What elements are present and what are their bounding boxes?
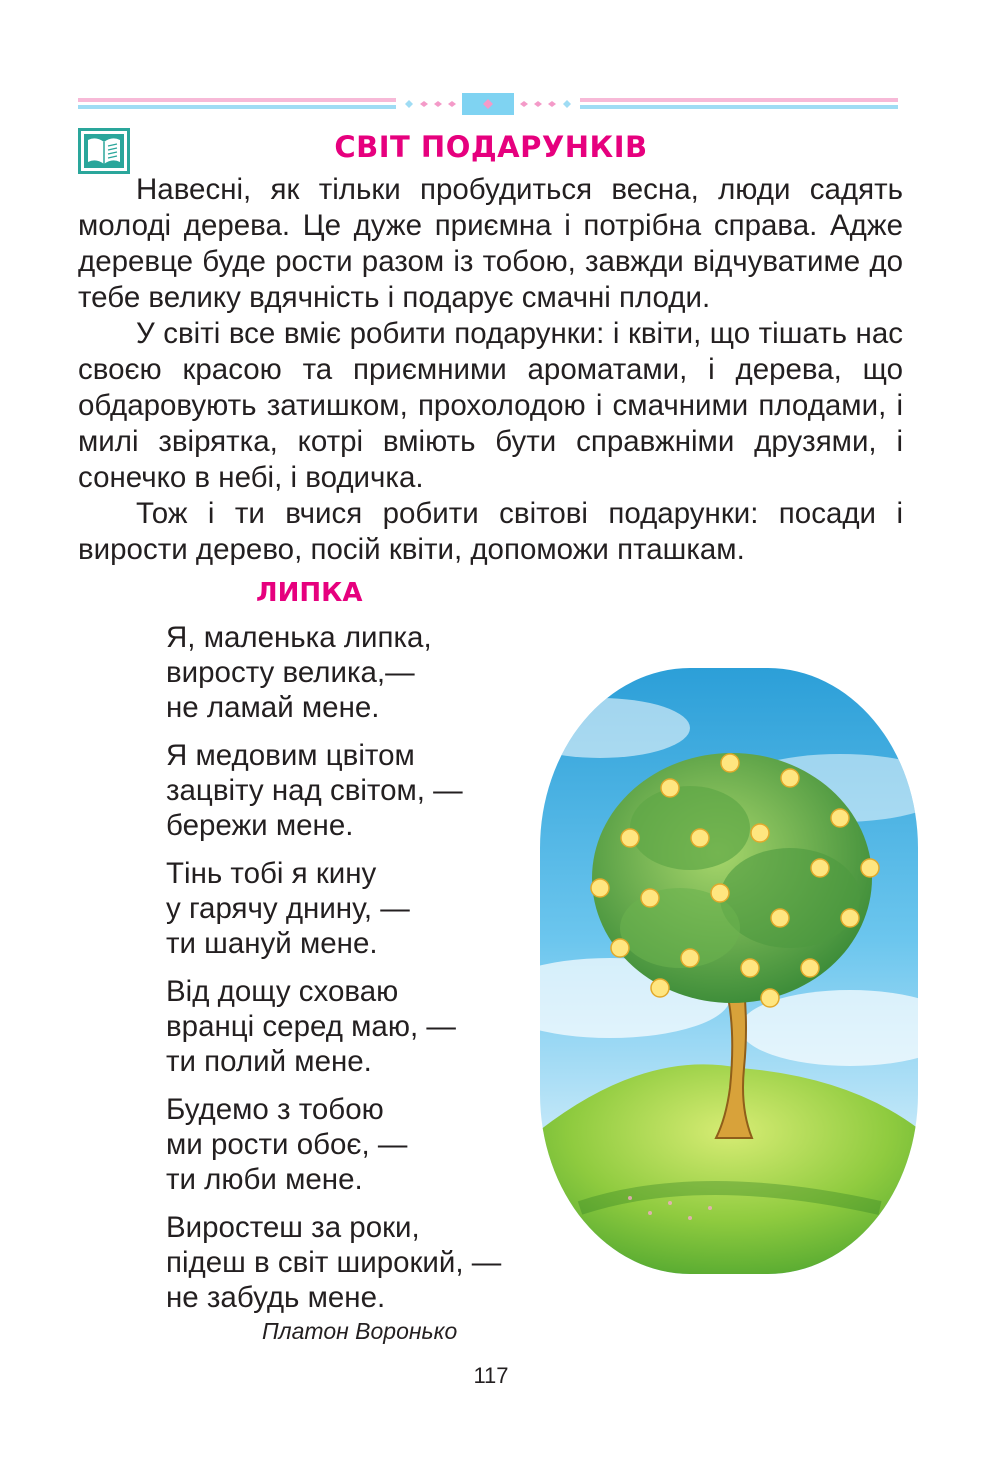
stanza [166,1210,501,1315]
poem-line: виросту велика,— [166,656,415,689]
page-title: СВІТ ПОДАРУНКІВ [334,130,648,164]
poem-line: Я, маленька липка, [166,621,432,654]
poem-line: Будемо з тобою [166,1093,384,1126]
paragraph: Навесні, як тільки пробудиться весна, люди садять молоді дерева. Це дуже приємна і потрібна справа. Адже деревце буде рости разом із тобою, завжди відчуватиме до тебе велику вдячність і подарує смачні плоди. [78,173,903,314]
poem [166,620,501,1328]
stanza [166,856,501,961]
poem-line: Виростеш за роки, [166,1211,420,1244]
poem-line: зацвіту над світом, — [166,774,463,807]
paragraph: Тож і ти вчися робити світові подарунки: посади і вирости дерево, посій квіти, допоможи пташкам. [78,497,903,566]
poem-line: Тінь тобі я кину [166,857,377,890]
stanza [166,974,501,1079]
decorative-header-ornament [78,92,898,118]
prose-text [78,172,903,568]
page-number: 117 [473,1363,509,1388]
tree-illustration [540,668,918,1274]
stanza [166,620,501,725]
poem-line: ти шануй мене. [166,927,378,960]
poem-line: ти полий мене. [166,1045,372,1078]
poem-line: вранці серед маю, — [166,1010,456,1043]
stanza [166,738,501,843]
poem-line: Від дощу сховаю [166,975,399,1008]
poem-line: ти люби мене. [166,1163,363,1196]
poem-author: Платон Воронько [262,1318,458,1344]
poem-line: не ламай мене. [166,691,380,724]
poem-line: ми рости обоє, — [166,1128,408,1161]
paragraph: У світі все вміє робити подарунки: і квіти, що тішать нас своєю красою та приємними ароматами, і дерева, що обдаровують затишком, прохолодою і смачними плодами, і милі звірятка, котрі вміють бути справжніми друзями, і сонечко в небі, і водичка. [78,317,903,494]
poem-line: у гарячу днину, — [166,892,410,925]
poem-line: не забудь мене. [166,1281,386,1314]
poem-title: ЛИПКА [256,578,363,608]
stanza [166,1092,501,1197]
poem-line: бережи мене. [166,809,354,842]
poem-line: Я медовим цвітом [166,739,415,772]
poem-line: підеш в світ широкий, — [166,1246,502,1279]
